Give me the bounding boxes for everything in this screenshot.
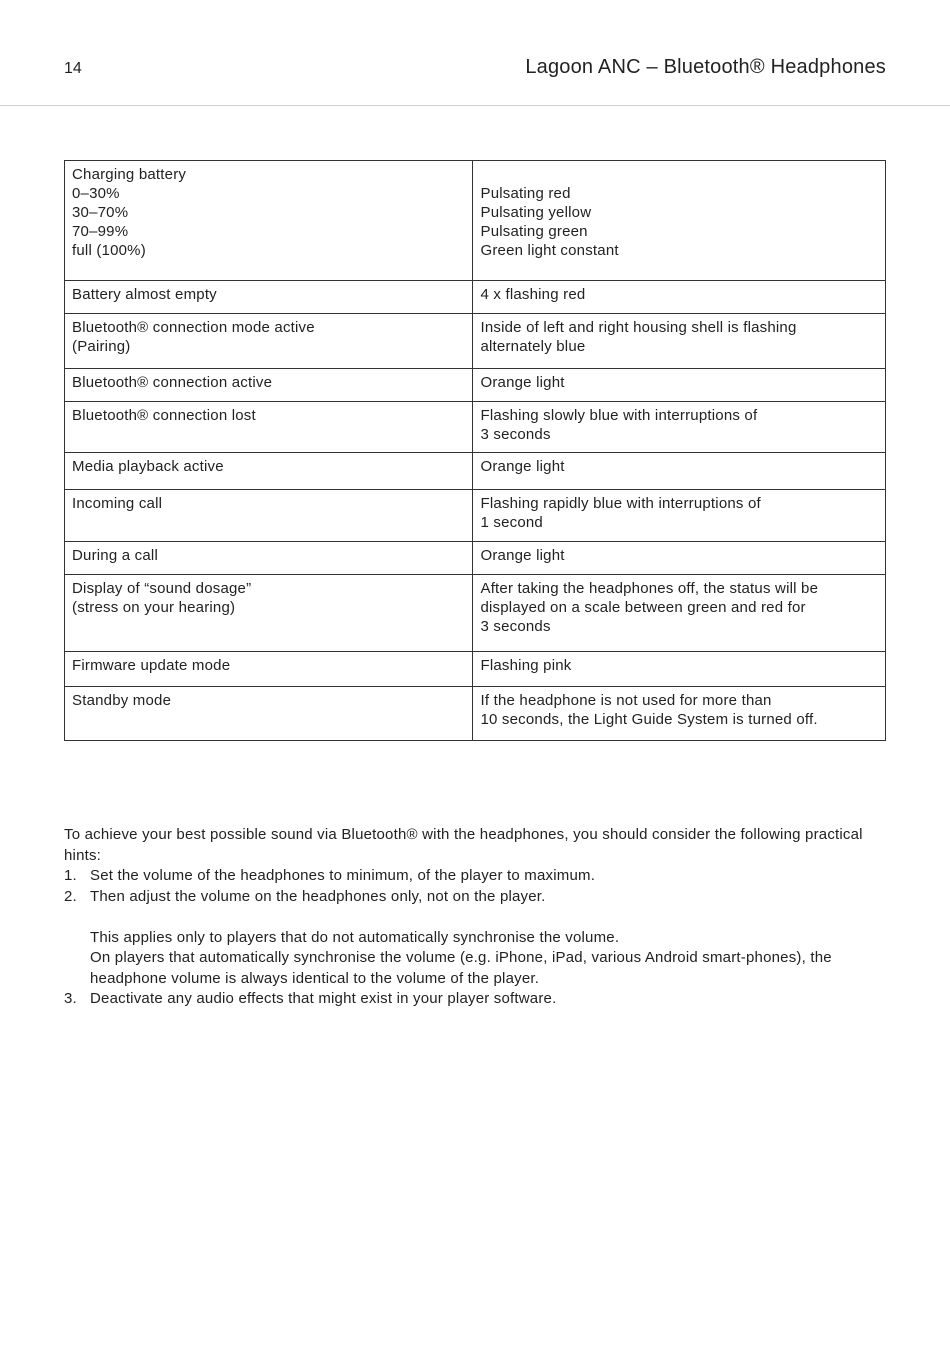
indication-cell: Orange light	[473, 453, 886, 490]
table-row	[65, 161, 886, 281]
list-text: Then adjust the volume on the headphones only, not on the player.	[90, 887, 546, 905]
indication-cell: Inside of left and right housing shell is flashing alternately blue	[473, 314, 886, 369]
list-item	[64, 866, 864, 887]
status-cell: Battery almost empty	[65, 281, 473, 314]
status-cell: Standby mode	[65, 687, 473, 741]
status-cell: Media playback active	[65, 453, 473, 490]
table-row	[65, 453, 886, 490]
status-cell: Firmware update mode	[65, 652, 473, 687]
list-text: Deactivate any audio effects that might exist in your player software.	[90, 990, 557, 1007]
list-item	[64, 989, 864, 1010]
status-cell: Display of “sound dosage” (stress on your hearing)	[65, 575, 473, 652]
practical-hints	[64, 825, 864, 1010]
indication-cell: If the headphone is not used for more than 10 seconds, the Light Guide System is turned off.	[473, 687, 886, 741]
table-row	[65, 542, 886, 575]
list-number: 3.	[64, 990, 77, 1007]
indication-cell: Flashing pink	[473, 652, 886, 687]
indication-cell: Flashing slowly blue with interruptions of 3 seconds	[473, 402, 886, 453]
table-row	[65, 652, 886, 687]
indication-cell: 4 x flashing red	[473, 281, 886, 314]
status-cell: Bluetooth® connection active	[65, 369, 473, 402]
document-title: Lagoon ANC – Bluetooth® Headphones	[525, 56, 886, 78]
table-row	[65, 402, 886, 453]
list-note: On players that automatically synchronise the volume (e.g. iPhone, iPad, various Android smart-phones), the headphone volume is always identical to the volume of the player.	[90, 949, 832, 987]
table-row	[65, 369, 886, 402]
table-row	[65, 490, 886, 542]
status-cell: Incoming call	[65, 490, 473, 542]
indication-cell: Pulsating red Pulsating yellow Pulsating green Green light constant	[473, 161, 886, 281]
list-note: This applies only to players that do not automatically synchronise the volume.	[90, 928, 620, 946]
light-indication-table	[64, 160, 886, 741]
header-divider	[0, 105, 950, 106]
hints-intro: To achieve your best possible sound via Bluetooth® with the headphones, you should consider the following practical hints:	[64, 826, 863, 864]
status-cell: Bluetooth® connection mode active (Pairing)	[65, 314, 473, 369]
status-cell: Charging battery 0–30% 30–70% 70–99% full (100%)	[65, 161, 473, 281]
indication-cell: Orange light	[473, 542, 886, 575]
status-cell: Bluetooth® connection lost	[65, 402, 473, 453]
list-number: 1.	[64, 867, 77, 884]
page-number: 14	[64, 60, 82, 77]
list-item	[64, 887, 864, 990]
table-row	[65, 687, 886, 741]
list-number: 2.	[64, 887, 77, 905]
list-text: Set the volume of the headphones to minimum, of the player to maximum.	[90, 867, 596, 884]
table-row	[65, 575, 886, 652]
indication-cell: Flashing rapidly blue with interruptions of 1 second	[473, 490, 886, 542]
table-row	[65, 314, 886, 369]
indication-cell: After taking the headphones off, the status will be displayed on a scale between green and red for 3 seconds	[473, 575, 886, 652]
table-row	[65, 281, 886, 314]
hints-list	[64, 866, 864, 1010]
indication-cell: Orange light	[473, 369, 886, 402]
status-cell: During a call	[65, 542, 473, 575]
